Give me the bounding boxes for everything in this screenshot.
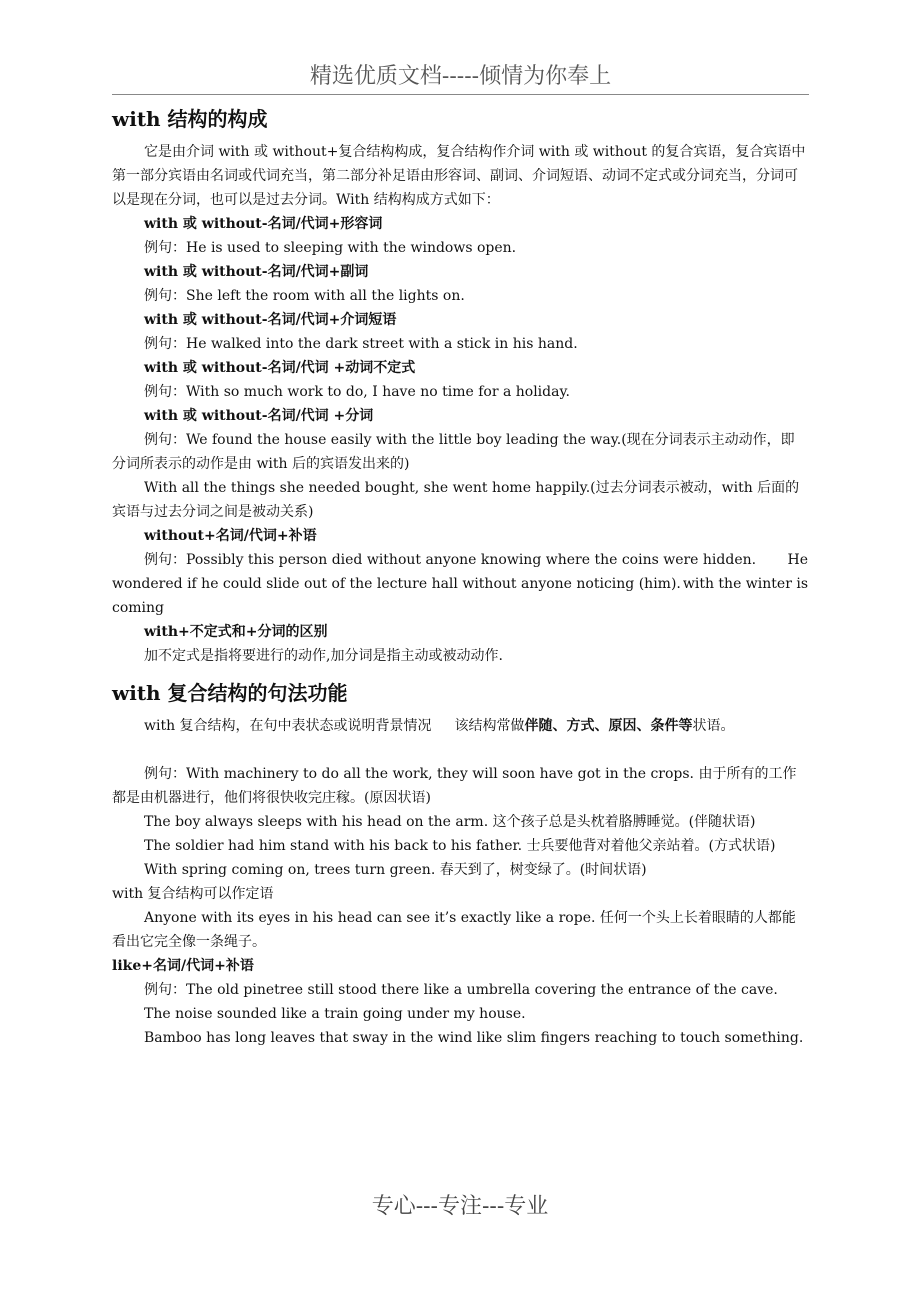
lead-bold-text: 伴随、方式、原因、条件等 [524, 718, 693, 734]
section-title-structure: with 结构的构成 [112, 107, 268, 131]
intro-paragraph: 它是由介词 with 或 without+复合结构构成，复合结构作介词 with 或 without 的复合宾语，复合宾语中第一部分宾语由名词或代词充当，第二部分补足语由形容词、副词、介词短语、动词不定式或分词充当，分词可以是现在分词，也可以是过去分词。With 结构构成方式如下： [112, 144, 806, 208]
pattern-heading: with 或 without-名词/代词+介词短语 [144, 312, 397, 328]
lead-text: 状语。 [692, 718, 735, 734]
example-sentence: 例句：With so much work to do, I have no time for a holiday. [144, 384, 570, 400]
explanation-text: 加不定式是指将要进行的动作,加分词是指主动或被动动作. [144, 648, 503, 664]
section-title-function: with 复合结构的句法功能 [112, 681, 348, 705]
example-sentence: Anyone with its eyes in his head can see it’s exactly like a rope. 任何一个头上长着眼睛的人都能看出它完全像一条绳子。 [112, 910, 796, 950]
example-text: wondered if he could slide out of the lecture hall without anyone noticing (him). [112, 576, 681, 592]
example-text: 例句：Possibly this person died without anyone knowing where the coins were hidden. [144, 552, 757, 568]
example-sentence: Bamboo has long leaves that sway in the wind like slim fingers reaching to touch something. [144, 1030, 804, 1046]
example-sentence: 例句：The old pinetree still stood there like a umbrella covering the entrance of the cave. [144, 982, 778, 998]
lead-text: with 复合结构，在句中表状态或说明背景情况 [144, 718, 432, 734]
blank-line [112, 738, 808, 762]
example-sentence: The noise sounded like a train going under my house. [144, 1006, 526, 1022]
example-sentence: The soldier had him stand with his back to his father. 士兵要他背对着他父亲站着。(方式状语) [144, 838, 776, 854]
pattern-heading: with 或 without-名词/代词 +动词不定式 [144, 360, 416, 376]
example-text: with the winter is [682, 576, 808, 592]
example-sentence: 例句：She left the room with all the lights on. [144, 288, 465, 304]
example-sentence: 例句：He is used to sleeping with the windows open. [144, 240, 517, 256]
example-sentence: With all the things she needed bought, she went home happily.(过去分词表示被动，with 后面的宾语与过去分词之间是被动关系) [112, 480, 800, 520]
example-text: coming [112, 600, 165, 616]
pattern-heading: with+不定式和+分词的区别 [144, 624, 328, 640]
example-sentence: With spring coming on, trees turn green. 春天到了，树变绿了。(时间状语) [144, 862, 647, 878]
example-sentence: The boy always sleeps with his head on the arm. 这个孩子总是头枕着胳膊睡觉。(伴随状语) [144, 814, 756, 830]
document-body [112, 100, 808, 1050]
pattern-heading: with 或 without-名词/代词+副词 [144, 264, 369, 280]
function-lead [112, 714, 808, 738]
pattern-heading: like+名词/代词+补语 [112, 958, 254, 974]
example-line [112, 572, 808, 596]
pattern-heading: with 或 without-名词/代词+形容词 [144, 216, 383, 232]
pattern-heading: without+名词/代词+补语 [144, 528, 317, 544]
example-line [112, 548, 808, 572]
example-sentence: 例句：He walked into the dark street with a stick in his hand. [144, 336, 578, 352]
example-sentence: 例句：We found the house easily with the little boy leading the way.(现在分词表示主动动作，即分词所表示的动作是由 with 后的宾语发出来的) [112, 432, 795, 472]
example-sentence: 例句：With machinery to do all the work, they will soon have got in the crops. 由于所有的工作都是由机器进行，他们将很快收完庄稼。(原因状语) [112, 766, 797, 806]
page-footer: 专心---专注---专业 [371, 1194, 549, 1219]
pattern-heading: with 或 without-名词/代词 +分词 [144, 408, 374, 424]
attribute-heading: with 复合结构可以作定语 [112, 886, 274, 902]
page-header: 精选优质文档-----倾情为你奉上 [112, 62, 809, 95]
example-text: He [787, 552, 808, 568]
lead-text: 该结构常做 [454, 718, 525, 734]
